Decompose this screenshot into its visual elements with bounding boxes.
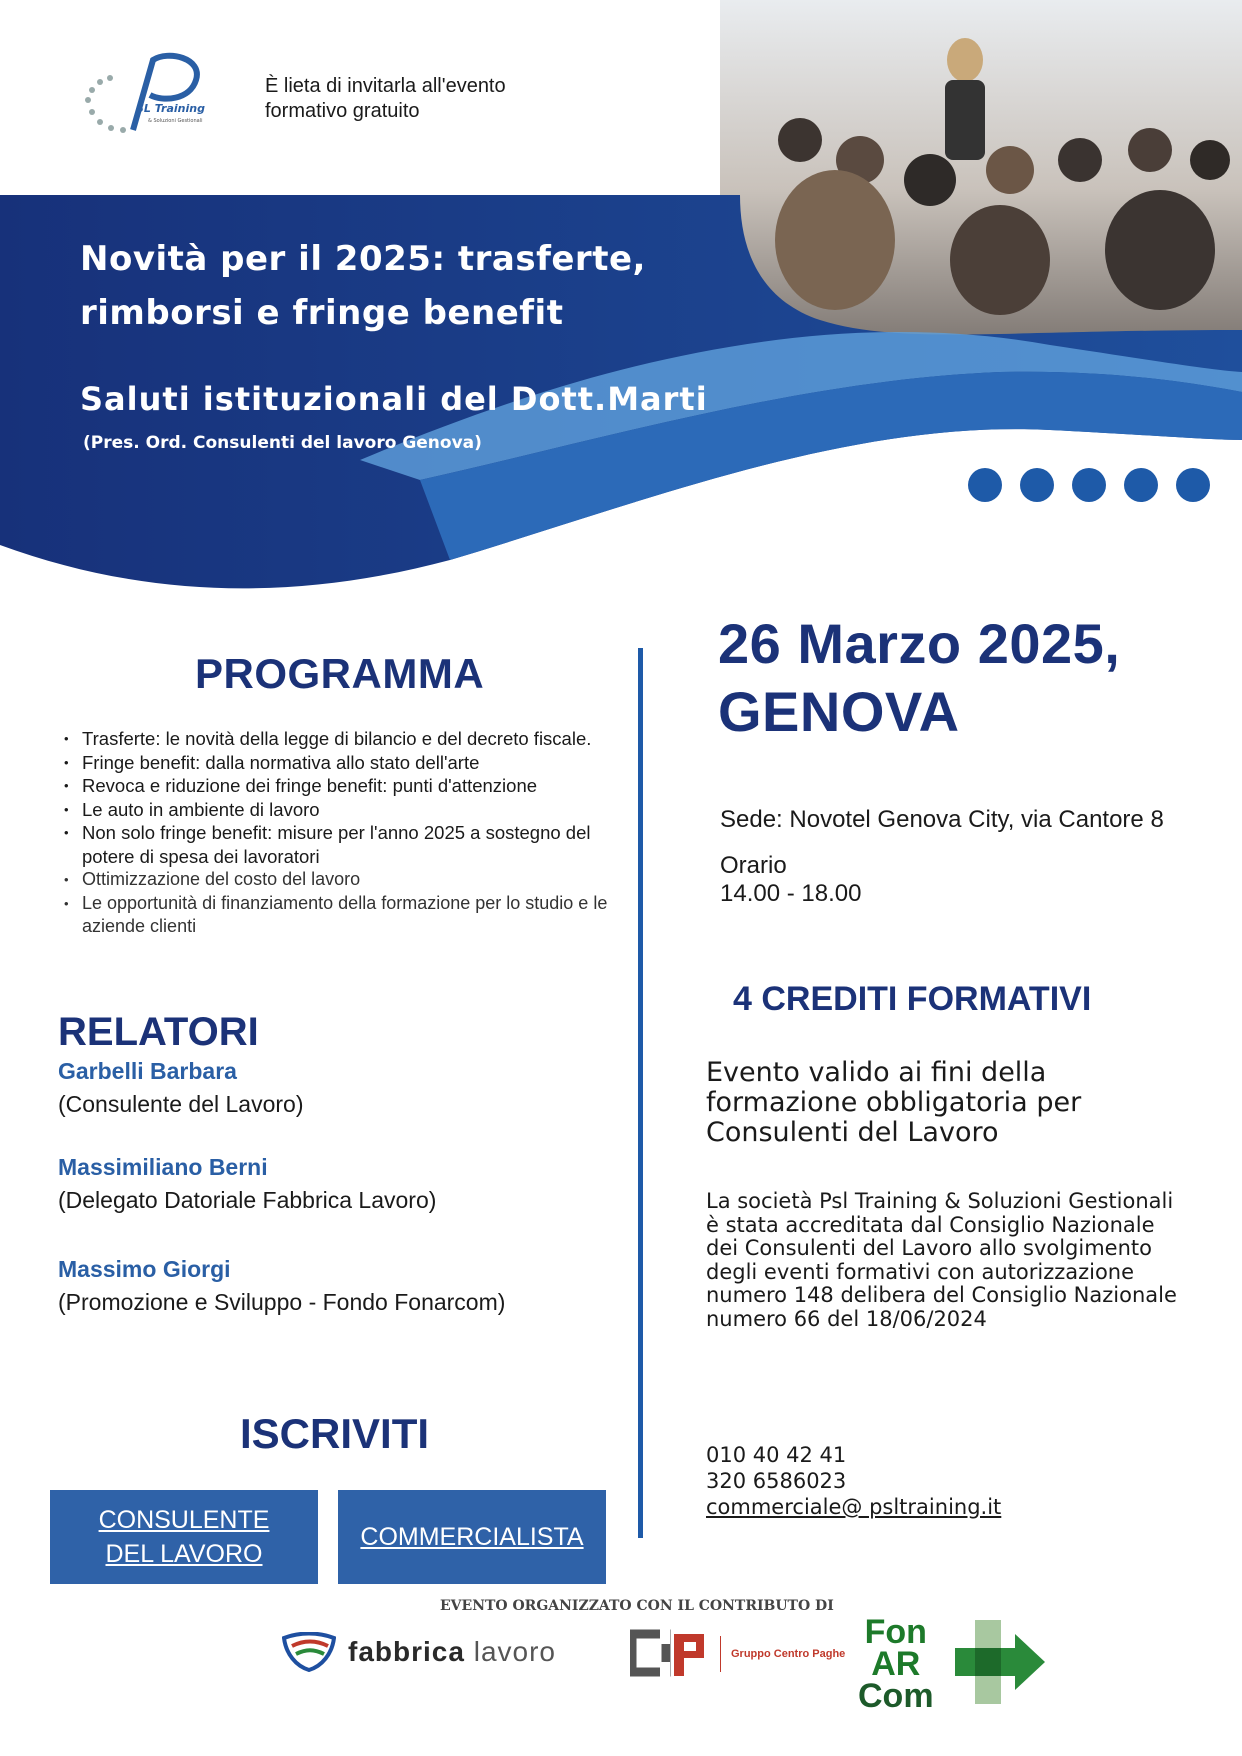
relatori-heading: RELATORI: [58, 1010, 259, 1054]
speaker-role: (Consulente del Lavoro): [58, 1091, 304, 1117]
list-item: • Le opportunità di finanziamento della formazione per lo studio e le aziende clienti: [60, 892, 630, 939]
centro-paghe-logo: [630, 1628, 845, 1680]
fabbrica-lavoro-logo: [282, 1632, 556, 1672]
button-line-2: DEL LAVORO: [105, 1540, 263, 1568]
schedule-value: 14.00 - 18.00: [720, 880, 862, 907]
dot: [968, 468, 1002, 502]
list-item: • Revoca e riduzione dei fringe benefit: punti d'attenzione: [60, 774, 630, 798]
fonarcom-logo: [858, 1613, 934, 1715]
date-city: GENOVA: [718, 680, 960, 743]
venue: Sede: Novotel Genova City, via Cantore 8: [720, 806, 1164, 833]
com-text: Com: [858, 1677, 934, 1715]
phone-1[interactable]: 010 40 42 41: [706, 1443, 847, 1467]
event-title: [80, 232, 720, 340]
saluti-heading: Saluti istituzionali del Dott.Marti: [80, 380, 708, 418]
accreditation-note: La società Psl Training & Soluzioni Gestionali è stata accreditata dal Consiglio Nazionale dei Consulenti del Lavoro allo svolgimento degli eventi formativi con autorizzazione numero 148 delibera del Consiglio Nazionale numero 66 del 18/06/2024: [706, 1189, 1177, 1331]
dot: [1020, 468, 1054, 502]
fabbrica-text: fabbrica: [348, 1636, 465, 1667]
list-item: • Fringe benefit: dalla normativa allo stato dell'arte: [60, 751, 630, 775]
register-consulente-button[interactable]: [50, 1490, 318, 1584]
schedule-label: Orario: [720, 852, 787, 879]
speaker-name: Massimo Giorgi: [58, 1256, 231, 1282]
president-note: (Pres. Ord. Consulenti del lavoro Genova): [83, 433, 482, 453]
ar-text: AR: [871, 1645, 921, 1683]
invite-line-1: È lieta di invitarla all'evento: [265, 75, 506, 97]
cp-divider: [720, 1636, 721, 1672]
schedule: [720, 852, 861, 908]
event-date: [718, 610, 1120, 746]
cp-text: Gruppo Centro Paghe: [731, 1648, 846, 1660]
logo-text: SL Training: [136, 102, 205, 115]
dot: [1176, 468, 1210, 502]
dot: [1124, 468, 1158, 502]
logo-subtext: & Soluzioni Gestionali: [148, 118, 203, 124]
invite-text: [265, 74, 565, 124]
list-item: • Trasferte: le novità della legge di bilancio e del decreto fiscale.: [60, 727, 630, 751]
fabbrica-shield-icon: [282, 1632, 336, 1672]
column-divider: [638, 648, 643, 1538]
button-line-1: CONSULENTE: [98, 1506, 270, 1534]
dot: [1072, 468, 1106, 502]
speaker-role: (Promozione e Sviluppo - Fondo Fonarcom): [58, 1289, 506, 1315]
organized-note: EVENTO ORGANIZZATO CON IL CONTRIBUTO DI: [440, 1598, 834, 1614]
invite-line-2: formativo gratuito: [265, 100, 420, 122]
psl-logo: [78, 50, 228, 140]
phone-2[interactable]: 320 6586023: [706, 1469, 847, 1493]
iscriviti-heading: ISCRIVITI: [240, 1410, 430, 1457]
lavoro-text: lavoro: [473, 1636, 556, 1667]
register-commercialista-button[interactable]: COMMERCIALISTA: [338, 1490, 606, 1584]
fon-text: Fon: [864, 1613, 927, 1651]
contacts: [706, 1442, 1001, 1520]
email-link[interactable]: commerciale@ psltraining.it: [706, 1495, 1002, 1519]
programma-heading: PROGRAMMA: [195, 650, 485, 697]
list-item: • Ottimizzazione del costo del lavoro: [60, 868, 630, 892]
speaker-3: [58, 1256, 505, 1316]
speaker-name: Garbelli Barbara: [58, 1058, 237, 1084]
title-line-1: Novità per il 2025: trasferte,: [80, 239, 646, 279]
programma-list: [60, 727, 630, 939]
cp-mark-icon: [630, 1628, 710, 1680]
title-line-2: rimborsi e fringe benefit: [80, 293, 564, 333]
speaker-name: Massimiliano Berni: [58, 1154, 268, 1180]
list-item: • Le auto in ambiente di lavoro: [60, 798, 630, 822]
list-item: • Non solo fringe benefit: misure per l'anno 2025 a sostegno del potere di spesa dei lavoratori: [60, 821, 630, 868]
speaker-2: [58, 1154, 436, 1214]
fonarcom-arrow-icon: [955, 1620, 1045, 1704]
credits-heading: 4 CREDITI FORMATIVI: [733, 980, 1092, 1018]
speaker-1: [58, 1058, 303, 1118]
decorative-dots: [968, 468, 1210, 502]
speaker-role: (Delegato Datoriale Fabbrica Lavoro): [58, 1187, 437, 1213]
validity-note: Evento valido ai fini della formazione obbligatoria per Consulenti del Lavoro: [706, 1057, 1082, 1148]
date-line-1: 26 Marzo 2025,: [718, 612, 1121, 675]
